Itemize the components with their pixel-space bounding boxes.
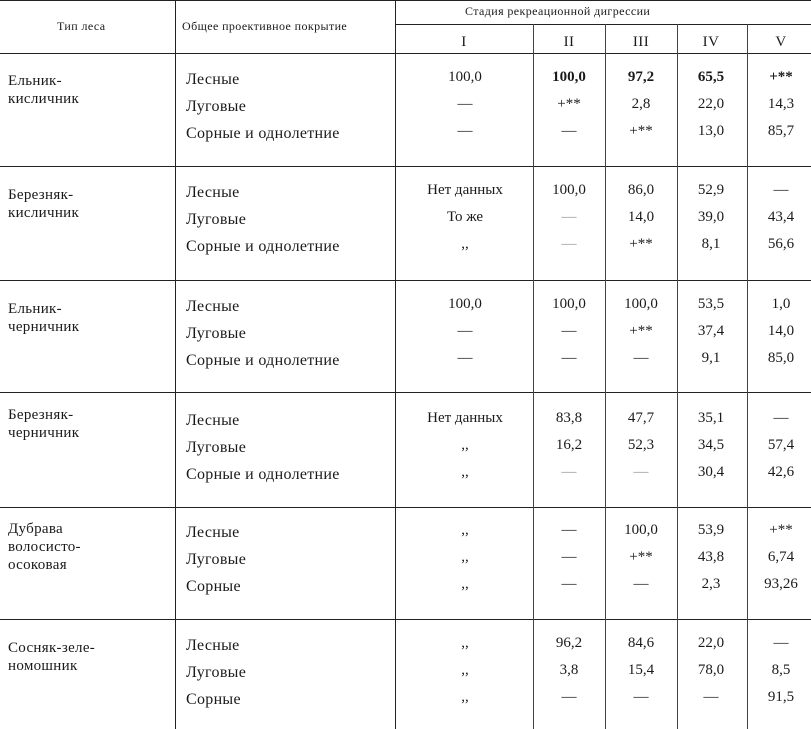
stage-2-value: — bbox=[561, 323, 577, 339]
stage-1-value: — bbox=[457, 323, 473, 339]
stage-2-value: — bbox=[561, 350, 577, 366]
stage-1-value: ,, bbox=[461, 437, 469, 453]
stage-2-value: 3,8 bbox=[559, 662, 579, 678]
stage-1-value: ,, bbox=[461, 576, 469, 592]
stage-2-value: 100,0 bbox=[552, 182, 586, 198]
stage-1-value: ,, bbox=[461, 635, 469, 651]
table-top-rule bbox=[0, 0, 811, 1]
group-separator bbox=[0, 280, 811, 281]
stage-2-value: 96,2 bbox=[555, 635, 583, 651]
stage-4-value: — bbox=[703, 689, 719, 705]
stage-4-value: 37,4 bbox=[697, 323, 725, 339]
coverage-label: Луговые bbox=[186, 439, 247, 456]
coverage-label: Луговые bbox=[186, 551, 247, 568]
stage-5-value: 14,3 bbox=[767, 96, 795, 112]
stage-3-value: — bbox=[633, 576, 649, 592]
stage-3-value: 97,2 bbox=[627, 69, 655, 85]
forest-type-label: Ельник- черничник bbox=[8, 301, 80, 335]
stage-2-value: — bbox=[561, 236, 577, 252]
coverage-label: Лесные bbox=[186, 524, 240, 541]
stage-4-value: 53,9 bbox=[697, 522, 725, 538]
stage-4-value: 34,5 bbox=[697, 437, 725, 453]
header-stage-1: I bbox=[461, 34, 467, 50]
stage-2-value: — bbox=[561, 549, 577, 565]
stage-2-value: — bbox=[561, 522, 577, 538]
stage-4-value: 39,0 bbox=[697, 209, 725, 225]
stage-5-value: 1,0 bbox=[771, 296, 791, 312]
stage-4-value: 53,5 bbox=[697, 296, 725, 312]
stage-5-value: +** bbox=[769, 522, 793, 538]
stage-5-value: +** bbox=[769, 69, 793, 85]
stage-4-value: 65,5 bbox=[697, 69, 725, 85]
header-stage-title: Стадия рекреационной дигрессии bbox=[465, 4, 651, 18]
group-separator bbox=[0, 619, 811, 620]
stage-2-value: — bbox=[561, 689, 577, 705]
stage-4-value: 43,8 bbox=[697, 549, 725, 565]
stage-3-value: — bbox=[633, 689, 649, 705]
stage-3-value: — bbox=[633, 350, 649, 366]
forest-type-label: Ельник- кисличник bbox=[8, 73, 80, 107]
stage-2-value: 16,2 bbox=[555, 437, 583, 453]
stage-4-value: 8,1 bbox=[701, 236, 721, 252]
stage-4-value: 9,1 bbox=[701, 350, 721, 366]
stage-3-value: — bbox=[633, 464, 649, 480]
stage-4-value: 22,0 bbox=[697, 635, 725, 651]
group-separator bbox=[0, 507, 811, 508]
stage-5-value: — bbox=[773, 182, 789, 198]
stage-5-value: 93,26 bbox=[764, 576, 798, 592]
stage-2-value: — bbox=[561, 464, 577, 480]
coverage-label: Луговые bbox=[186, 664, 247, 681]
stage-3-value: 15,4 bbox=[627, 662, 655, 678]
stage-3-value: 47,7 bbox=[627, 410, 655, 426]
stage-3-value: 84,6 bbox=[627, 635, 655, 651]
stage-2-value: — bbox=[561, 123, 577, 139]
coverage-label: Сорные bbox=[186, 578, 241, 595]
coverage-label: Лесные bbox=[186, 71, 240, 88]
coverage-label: Луговые bbox=[186, 325, 247, 342]
coverage-label: Лесные bbox=[186, 412, 240, 429]
header-coverage: Общее проективное покрытие bbox=[182, 19, 348, 33]
stage-1-value: Нет данных bbox=[427, 182, 503, 198]
header-stage-3: III bbox=[632, 34, 650, 50]
stage-3-value: 2,8 bbox=[631, 96, 651, 112]
coverage-label: Луговые bbox=[186, 98, 247, 115]
stage-5-value: — bbox=[773, 635, 789, 651]
stage-3-value: +** bbox=[629, 236, 653, 252]
stage-5-value: 57,4 bbox=[767, 437, 795, 453]
stage-5-value: 91,5 bbox=[767, 689, 795, 705]
header-stage-2: II bbox=[563, 34, 575, 50]
stage-4-value: 78,0 bbox=[697, 662, 725, 678]
stage-5-value: 14,0 bbox=[767, 323, 795, 339]
stage-4-value: 35,1 bbox=[697, 410, 725, 426]
coverage-label: Сорные и однолетние bbox=[186, 238, 340, 255]
stage-5-value: 85,0 bbox=[767, 350, 795, 366]
header-forest-type: Тип леса bbox=[57, 19, 106, 33]
stage-subheader-rule bbox=[395, 24, 811, 25]
coverage-label: Лесные bbox=[186, 298, 240, 315]
stage-5-value: — bbox=[773, 410, 789, 426]
stage-1-value: — bbox=[457, 350, 473, 366]
stage-2-value: 100,0 bbox=[552, 69, 586, 85]
stage-1-value: То же bbox=[446, 209, 484, 225]
group-separator bbox=[0, 392, 811, 393]
stage-1-value: 100,0 bbox=[448, 69, 482, 85]
stage-1-value: — bbox=[457, 123, 473, 139]
stage-1-value: — bbox=[457, 96, 473, 112]
stage-3-value: 14,0 bbox=[627, 209, 655, 225]
stage-2-value: 100,0 bbox=[552, 296, 586, 312]
coverage-label: Луговые bbox=[186, 211, 247, 228]
stage-2-value: +** bbox=[557, 96, 581, 112]
stage-5-value: 8,5 bbox=[771, 662, 791, 678]
stage-2-value: — bbox=[561, 209, 577, 225]
stage-1-value: ,, bbox=[461, 662, 469, 678]
stage-3-value: +** bbox=[629, 549, 653, 565]
stage-4-value: 52,9 bbox=[697, 182, 725, 198]
stage-1-value: Нет данных bbox=[427, 410, 503, 426]
coverage-label: Сорные и однолетние bbox=[186, 352, 340, 369]
coverage-label: Лесные bbox=[186, 637, 240, 654]
forest-type-label: Березняк- кисличник bbox=[8, 187, 80, 221]
stage-3-value: 86,0 bbox=[627, 182, 655, 198]
stage-2-value: 83,8 bbox=[555, 410, 583, 426]
stage-3-value: 100,0 bbox=[624, 296, 658, 312]
stage-1-value: ,, bbox=[461, 689, 469, 705]
stage-5-value: 85,7 bbox=[767, 123, 795, 139]
stage-1-value: ,, bbox=[461, 236, 469, 252]
stage-4-value: 30,4 bbox=[697, 464, 725, 480]
stage-2-value: — bbox=[561, 576, 577, 592]
forest-type-label: Сосняк-зеле- номошник bbox=[8, 640, 96, 674]
stage-5-value: 43,4 bbox=[767, 209, 795, 225]
stage-1-value: ,, bbox=[461, 549, 469, 565]
forest-type-label: Березняк- черничник bbox=[8, 407, 80, 441]
stage-3-value: 100,0 bbox=[624, 522, 658, 538]
header-stage-4: IV bbox=[702, 34, 720, 50]
forest-type-label: Дубрава волосисто- осоковая bbox=[8, 521, 81, 573]
coverage-label: Сорные bbox=[186, 691, 241, 708]
group-separator bbox=[0, 166, 811, 167]
column-divider bbox=[175, 0, 176, 729]
stage-3-value: +** bbox=[629, 123, 653, 139]
coverage-label: Сорные и однолетние bbox=[186, 125, 340, 142]
header-stage-5: V bbox=[775, 34, 787, 50]
stage-4-value: 2,3 bbox=[701, 576, 721, 592]
stage-5-value: 6,74 bbox=[767, 549, 795, 565]
stage-3-value: 52,3 bbox=[627, 437, 655, 453]
coverage-label: Сорные и однолетние bbox=[186, 466, 340, 483]
header-bottom-rule bbox=[0, 53, 811, 54]
stage-5-value: 42,6 bbox=[767, 464, 795, 480]
coverage-label: Лесные bbox=[186, 184, 240, 201]
stage-4-value: 13,0 bbox=[697, 123, 725, 139]
stage-1-value: ,, bbox=[461, 522, 469, 538]
stage-1-value: ,, bbox=[461, 464, 469, 480]
stage-1-value: 100,0 bbox=[448, 296, 482, 312]
stage-3-value: +** bbox=[629, 323, 653, 339]
stage-4-value: 22,0 bbox=[697, 96, 725, 112]
stage-5-value: 56,6 bbox=[767, 236, 795, 252]
